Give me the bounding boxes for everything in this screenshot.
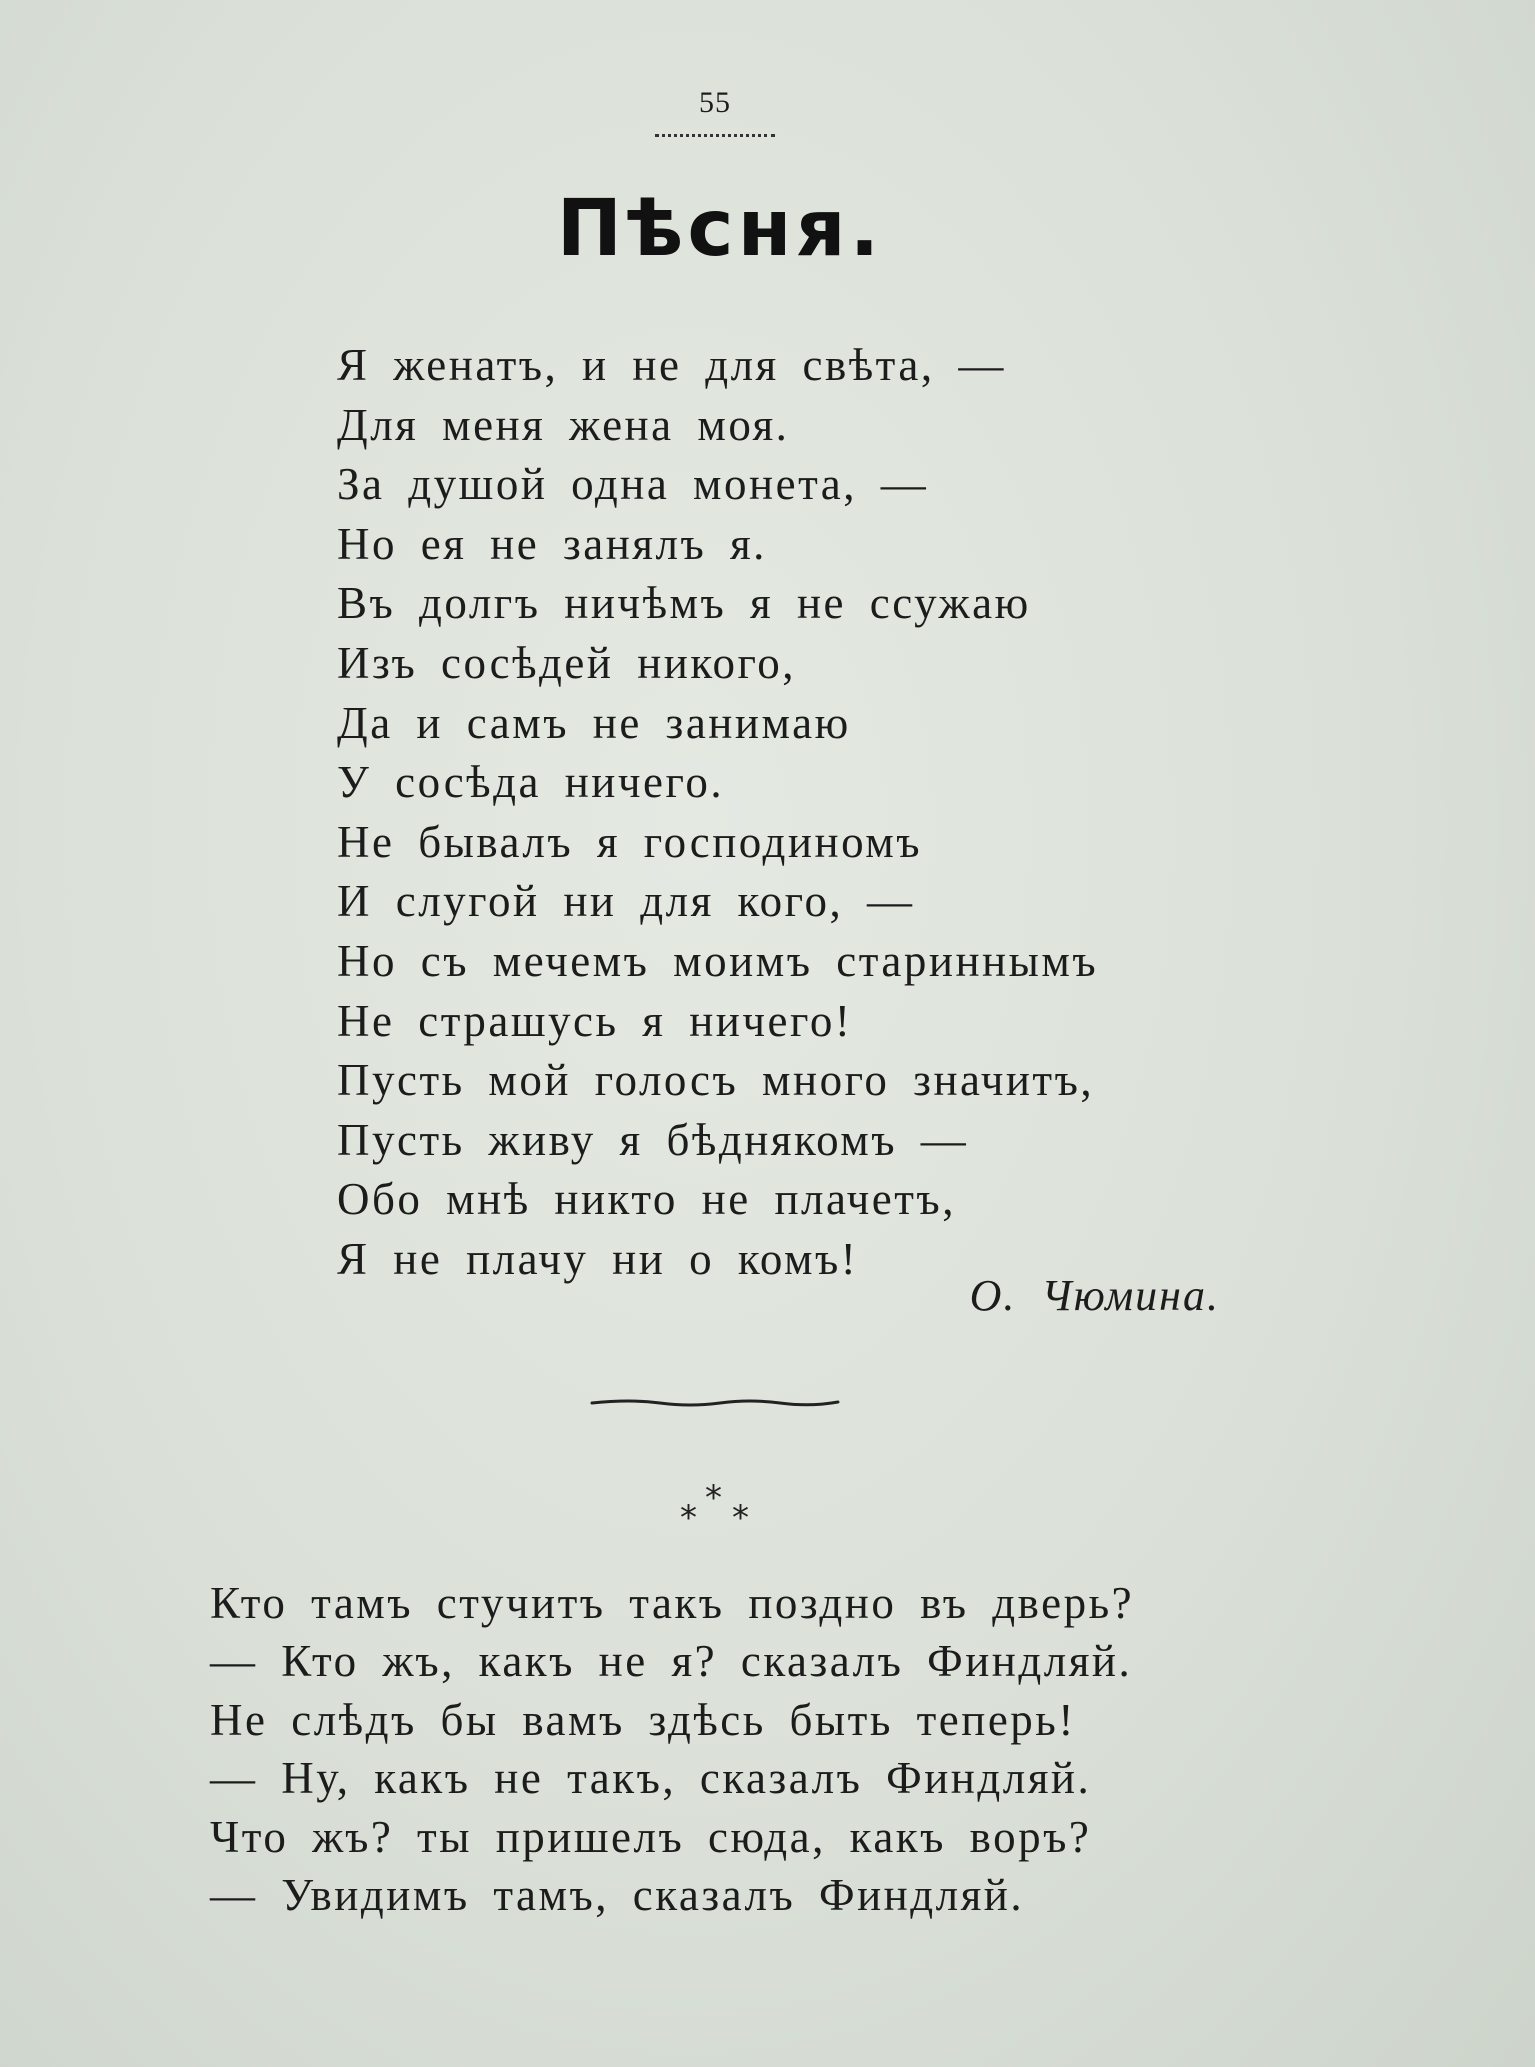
poem-line: Я не плачу ни о комъ! bbox=[337, 1233, 859, 1284]
page-number-rule bbox=[655, 134, 775, 137]
poem-line: Изъ сосѣдей никого, bbox=[337, 637, 797, 688]
poem-line: Не слѣдъ бы вамъ здѣсь быть теперь! bbox=[210, 1694, 1076, 1745]
poem-line: — Кто жъ, какъ не я? сказалъ Финдляй. bbox=[210, 1636, 1133, 1687]
asterism-star: * bbox=[705, 1478, 722, 1518]
poem-line: Не страшусь я ничего! bbox=[337, 995, 853, 1046]
asterism-star: * bbox=[680, 1498, 697, 1538]
poem-line: Но ея не занялъ я. bbox=[337, 518, 767, 569]
poem-line: Въ долгъ ничѣмъ я не ссужаю bbox=[337, 578, 1031, 629]
poem-line: Кто тамъ стучитъ такъ поздно въ дверь? bbox=[210, 1578, 1135, 1628]
section-divider bbox=[590, 1393, 840, 1413]
poem-stanza bbox=[210, 1574, 1410, 1924]
poem-line: Для меня жена моя. bbox=[337, 399, 790, 450]
asterism-star: * bbox=[732, 1498, 749, 1538]
poem-line: Пусть живу я бѣднякомъ — bbox=[337, 1114, 969, 1165]
poem-line: Да и самъ не занимаю bbox=[337, 697, 851, 748]
poem-line: — Ну, какъ не такъ, сказалъ Финдляй. bbox=[210, 1753, 1092, 1804]
asterism bbox=[660, 1478, 770, 1538]
poem-line: Обо мнѣ никто не плачетъ, bbox=[337, 1174, 956, 1225]
poem-line: У сосѣда ничего. bbox=[337, 757, 725, 808]
poem-line: Не бывалъ я господиномъ bbox=[337, 816, 922, 867]
poem-stanza bbox=[337, 336, 1237, 1290]
poem-author: О. Чюмина. bbox=[969, 1271, 1220, 1320]
poem-title: Пѣсня. bbox=[556, 184, 884, 274]
poem-line: За душой одна монета, — bbox=[337, 459, 929, 510]
poem-line: — Увидимъ тамъ, сказалъ Финдляй. bbox=[210, 1869, 1025, 1920]
poem-line: И слугой ни для кого, — bbox=[337, 876, 915, 927]
poem-line: Но съ мечемъ моимъ стариннымъ bbox=[337, 935, 1099, 986]
poem-line: Пусть мой голосъ много значитъ, bbox=[337, 1055, 1095, 1106]
poem-line: Что жъ? ты пришелъ сюда, какъ воръ? bbox=[210, 1811, 1092, 1862]
poem-line: Я женатъ, и не для свѣта, — bbox=[337, 340, 1006, 390]
page-number: 55 bbox=[699, 86, 731, 119]
